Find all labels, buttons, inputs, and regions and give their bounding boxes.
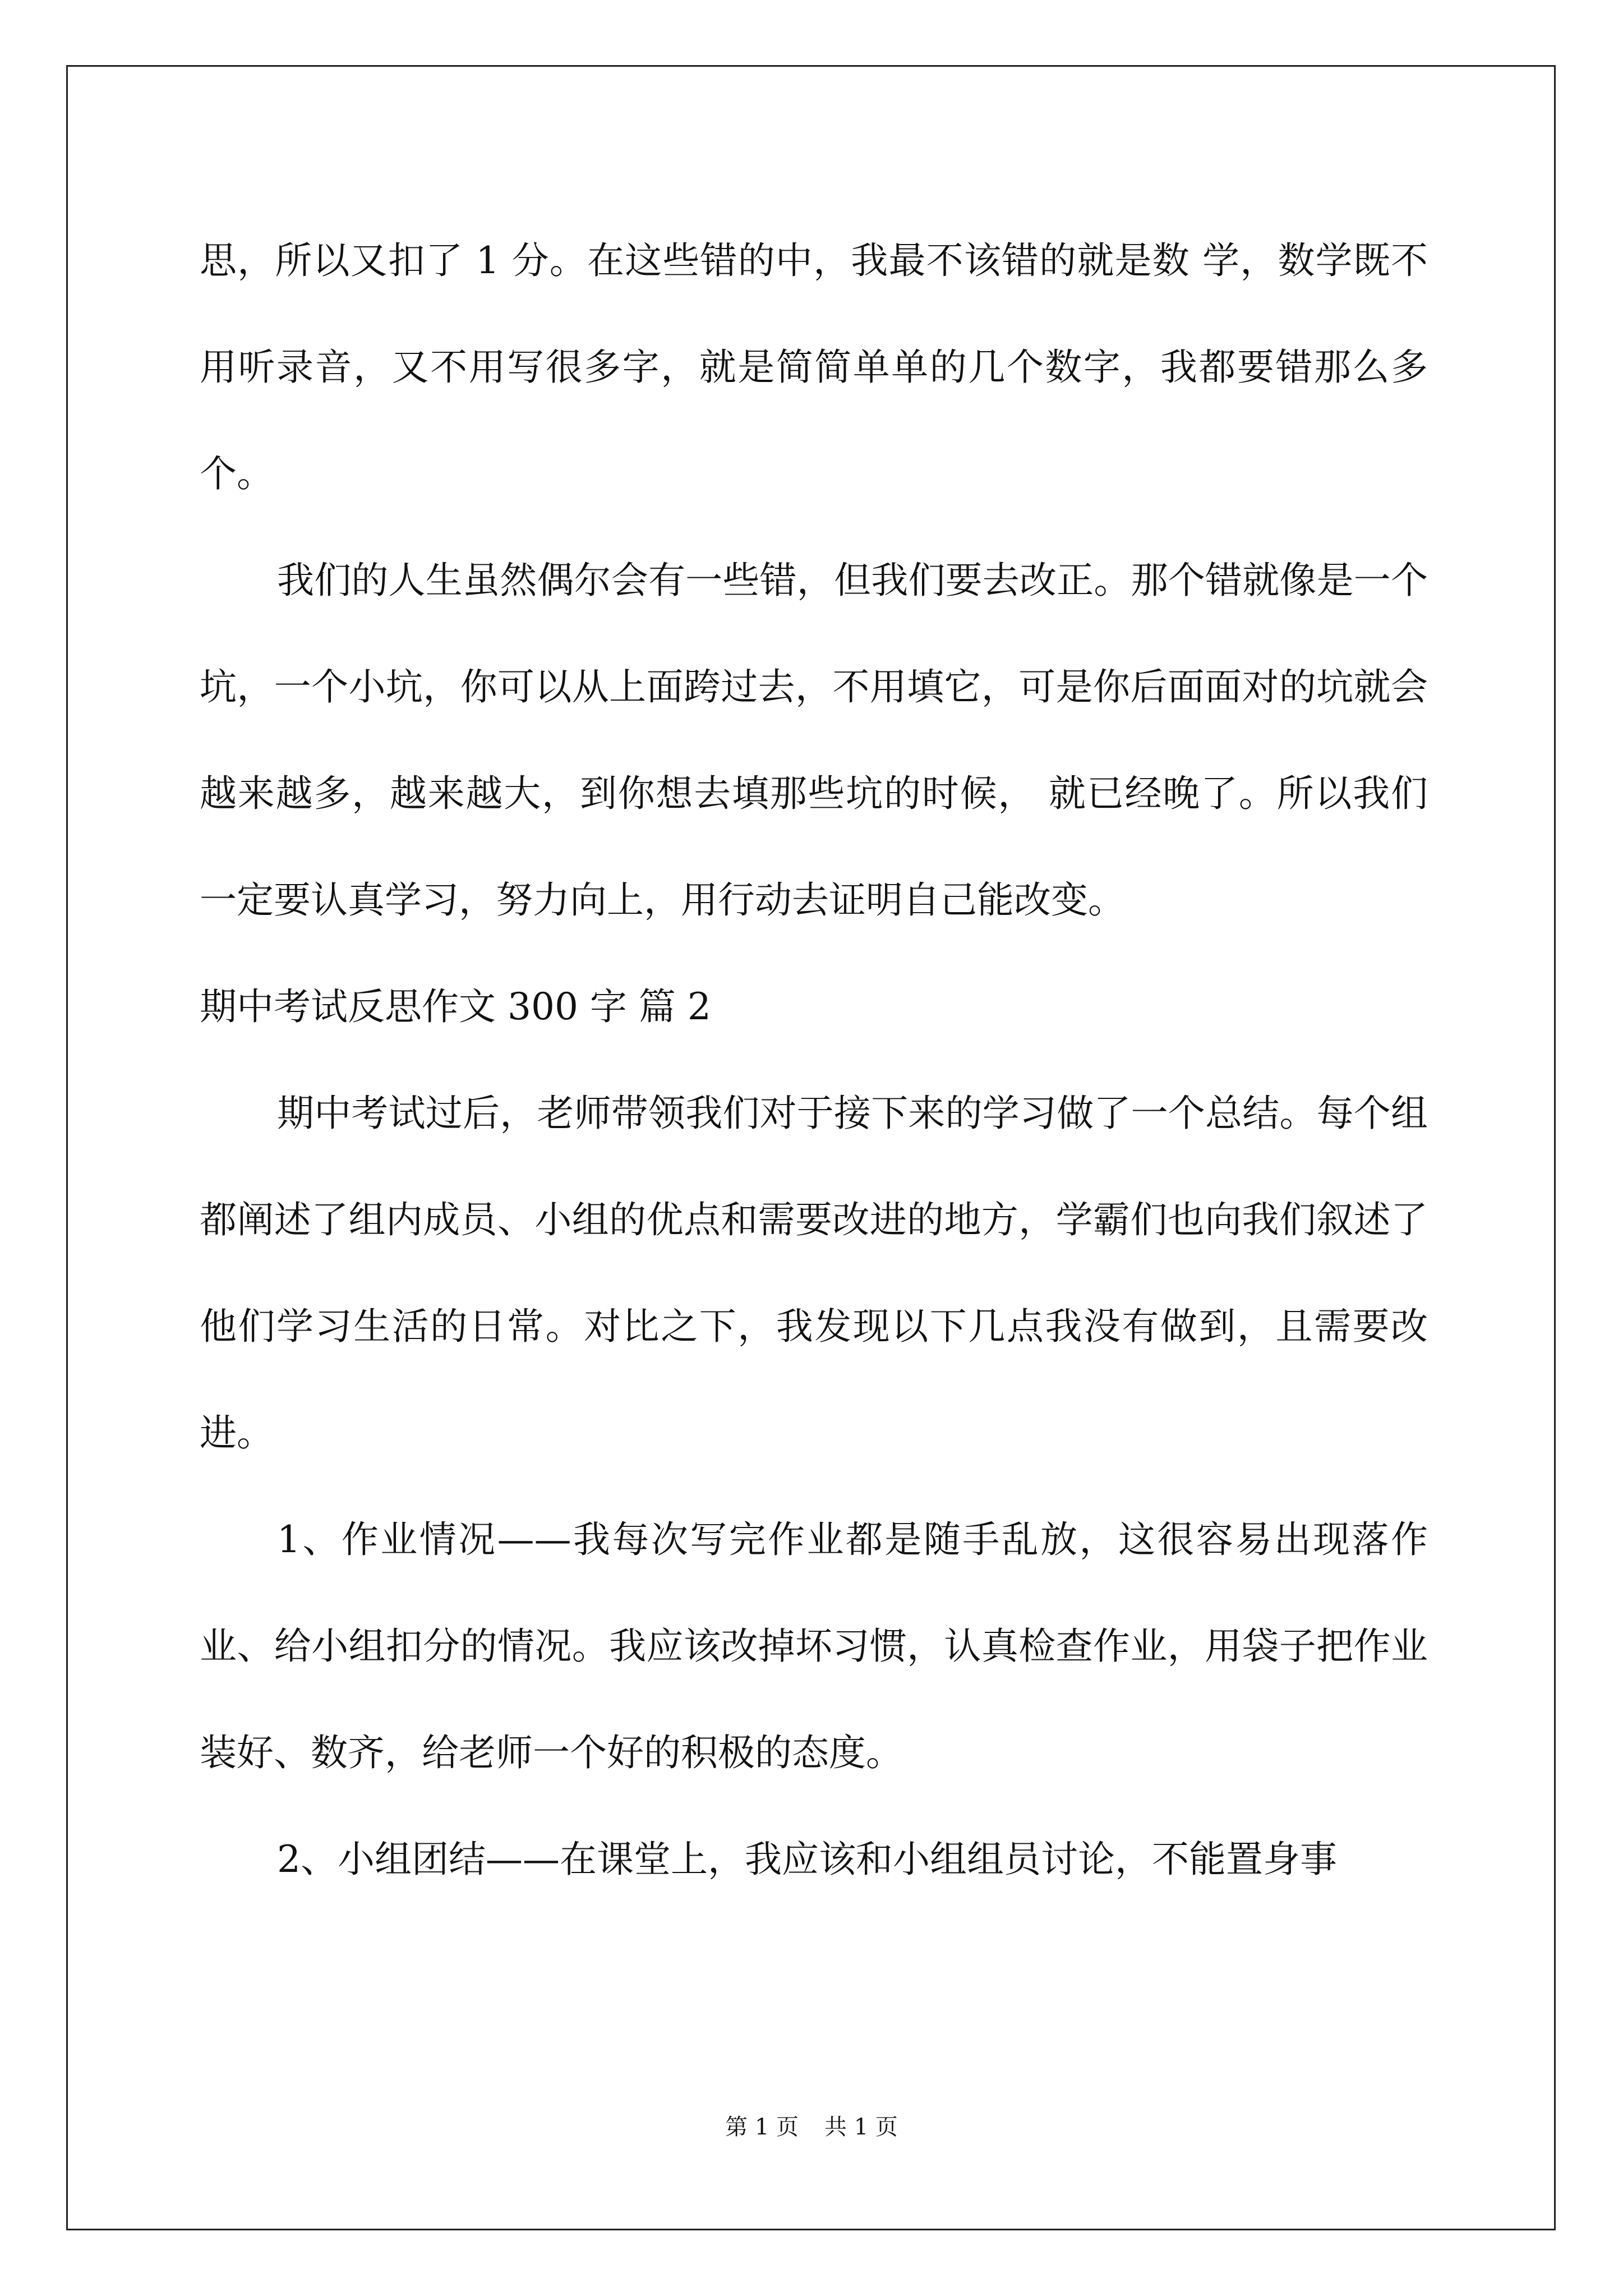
page-number: 第 1 页 (725, 2114, 799, 2140)
section-heading: 期中考试反思作文 300 字 篇 2 (200, 985, 711, 1028)
document-body (200, 208, 1428, 1913)
paragraph-4: 1、作业情况——我每次写完作业都是随手乱放，这很容易出现落作业、给小组扣分的情况。我应该改掉坏习惯，认真检查作业，用袋子把作业装好、数齐，给老师一个好的积极的态度。 (200, 1518, 1428, 1774)
paragraph-3: 期中考试过后，老师带领我们对于接下来的学习做了一个总结。每个组都阐述了组内成员、小组的优点和需要改进的地方，学霸们也向我们叙述了他们学习生活的日常。对比之下，我发现以下几点我没有做到，且需要改进。 (200, 1092, 1428, 1455)
page-footer (0, 2110, 1623, 2144)
page-total: 共 1 页 (824, 2114, 898, 2140)
paragraph-2: 我们的人生虽然偶尔会有一些错，但我们要去改正。那个错就像是一个坑，一个小坑，你可以从上面跨过去，不用填它，可是你后面面对的坑就会越来越多，越来越大，到你想去填那些坑的时候， 就已经晚了。所以我们一定要认真学习，努力向上，用行动去证明自己能改变。 (200, 559, 1428, 922)
paragraph-1: 思，所以又扣了 1 分。在这些错的中，我最不该错的就是数 学，数学既不用听录音，又不用写很多字，就是简简单单的几个数字，我都要错那么多个。 (200, 239, 1428, 495)
paragraph-5: 2、小组团结——在课堂上，我应该和小组组员讨论，不能置身事 (277, 1838, 1337, 1881)
